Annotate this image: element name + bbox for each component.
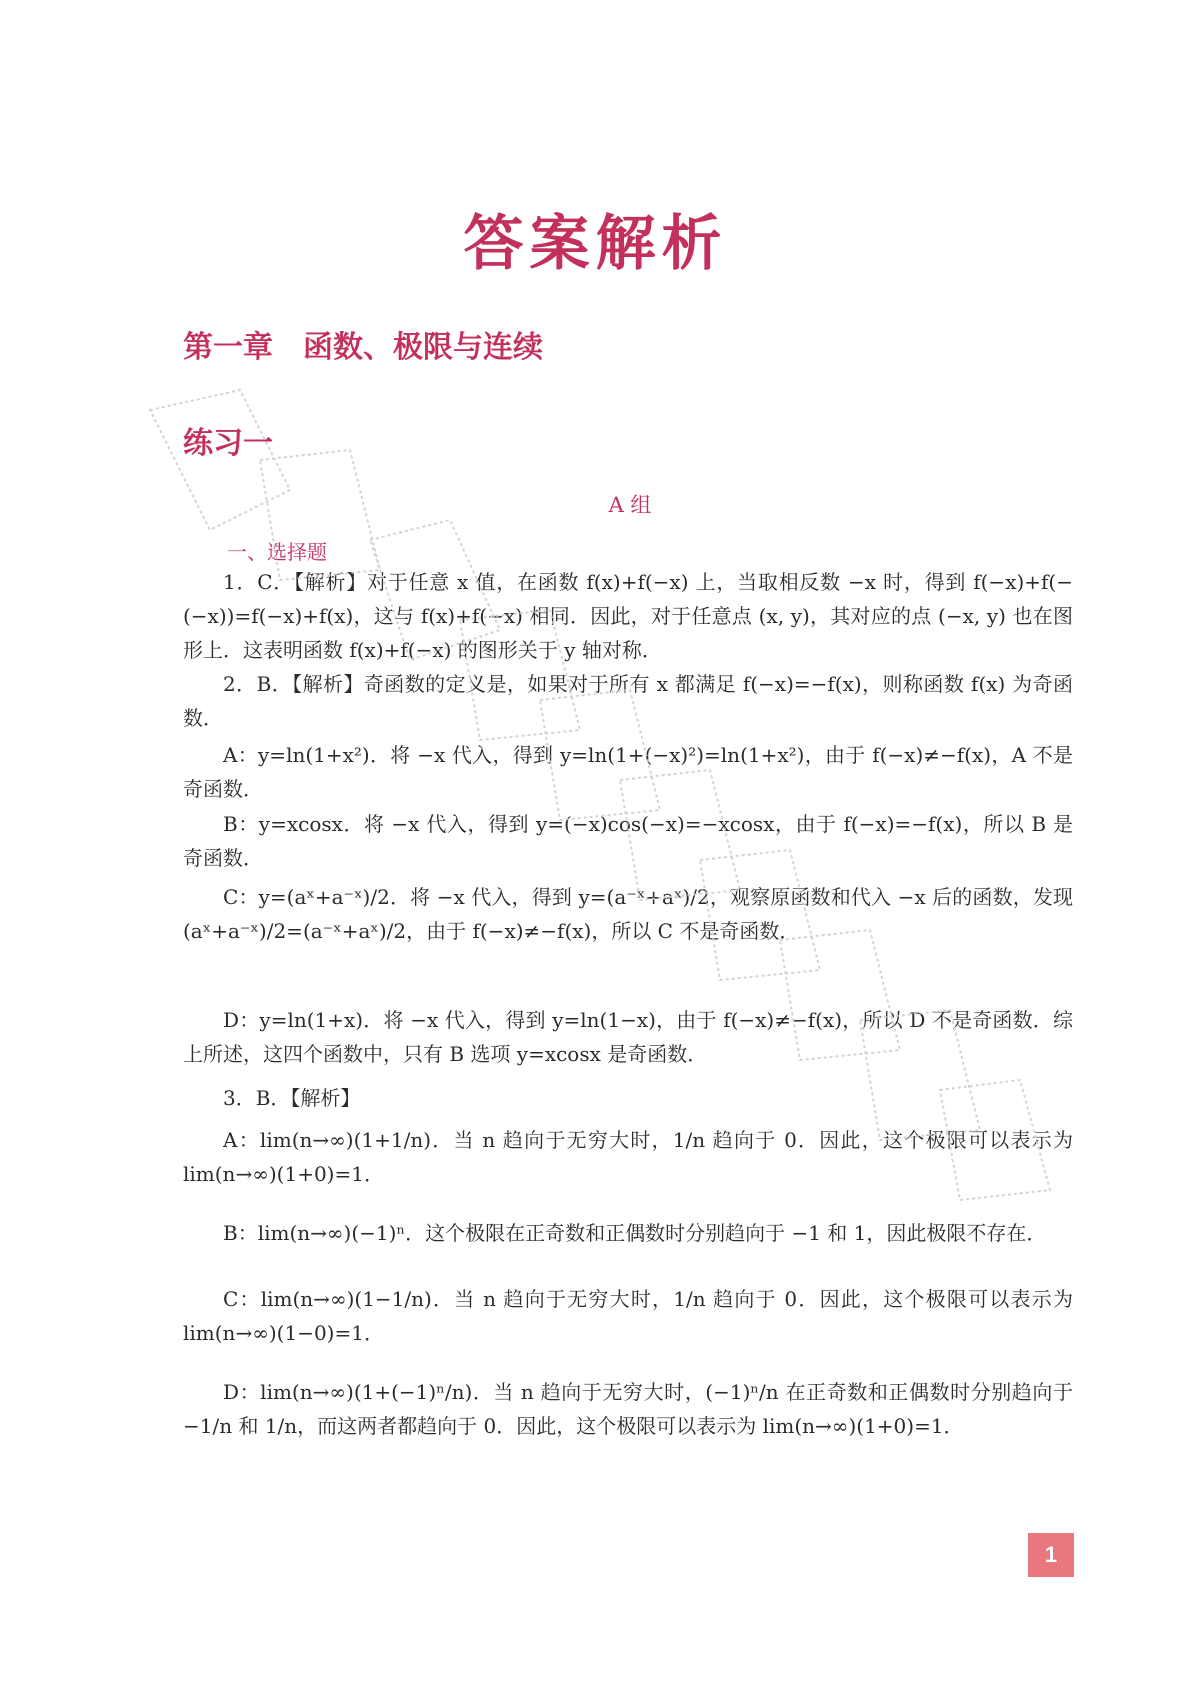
answer-3-option-d: D：lim(n→∞)(1+(−1)ⁿ/n)．当 n 趋向于无穷大时，(−1)ⁿ/n 在正奇数和正偶数时分别趋向于 −1/n 和 1/n，而这两者都趋向于 0．因此，这个极限可以表示为 lim(n→∞)(1+0)=1． bbox=[183, 1380, 1073, 1438]
answer-3-option-c: C：lim(n→∞)(1−1/n)．当 n 趋向于无穷大时，1/n 趋向于 0．因此，这个极限可以表示为 lim(n→∞)(1−0)=1． bbox=[183, 1287, 1073, 1345]
page-title: 答案解析 bbox=[463, 209, 728, 279]
chapter-heading: 第一章 函数、极限与连续 bbox=[183, 330, 543, 365]
section-heading: 练习一 bbox=[183, 426, 273, 461]
answer-2-paragraph: 2．B．【解析】奇函数的定义是，如果对于所有 x 都满足 f(−x)=−f(x)，则称函数 f(x) 为奇函数． bbox=[183, 672, 1073, 730]
answer-3-option-a: A：lim(n→∞)(1+1/n)．当 n 趋向于无穷大时，1/n 趋向于 0．因此，这个极限可以表示为 lim(n→∞)(1+0)=1． bbox=[183, 1128, 1073, 1186]
answer-3-heading: 3．B．【解析】 bbox=[223, 1086, 361, 1110]
answer-2-option-c: C：y=(aˣ+a⁻ˣ)/2．将 −x 代入，得到 y=(a⁻ˣ+aˣ)/2，观察原函数和代入 −x 后的函数，发现 (aˣ+a⁻ˣ)/2=(a⁻ˣ+aˣ)/2，由于 f(−x)≠−f(x)，所以 C 不是奇函数． bbox=[183, 885, 1073, 943]
group-heading: A 组 bbox=[608, 493, 652, 517]
answer-2-option-b: B：y=xcosx．将 −x 代入，得到 y=(−x)cos(−x)=−xcosx，由于 f(−x)=−f(x)，所以 B 是奇函数． bbox=[183, 812, 1073, 870]
answer-2-option-d: D：y=ln(1+x)．将 −x 代入，得到 y=ln(1−x)，由于 f(−x)≠−f(x)，所以 D 不是奇函数．综上所述，这四个函数中，只有 B 选项 y=xcosx 是奇函数． bbox=[183, 1008, 1073, 1066]
subsection-heading: 一、选择题 bbox=[227, 540, 327, 564]
answer-1-paragraph: 1．C．【解析】对于任意 x 值，在函数 f(x)+f(−x) 上，当取相反数 −x 时，得到 f(−x)+f(−(−x))=f(−x)+f(x)，这与 f(x)+f(−x) 相同．因此，对于任意点 (x, y)，其对应的点 (−x, y) 也在图形上．这表明函数 f(x)+f(−x) 的图形关于 y 轴对称． bbox=[183, 570, 1073, 662]
page-number-badge: 1 bbox=[1028, 1533, 1074, 1577]
answer-3-option-b: B：lim(n→∞)(−1)ⁿ．这个极限在正奇数和正偶数时分别趋向于 −1 和 1，因此极限不存在． bbox=[223, 1221, 1047, 1245]
answer-2-option-a: A：y=ln(1+x²)．将 −x 代入，得到 y=ln(1+(−x)²)=ln(1+x²)，由于 f(−x)≠−f(x)，A 不是奇函数． bbox=[183, 743, 1073, 801]
